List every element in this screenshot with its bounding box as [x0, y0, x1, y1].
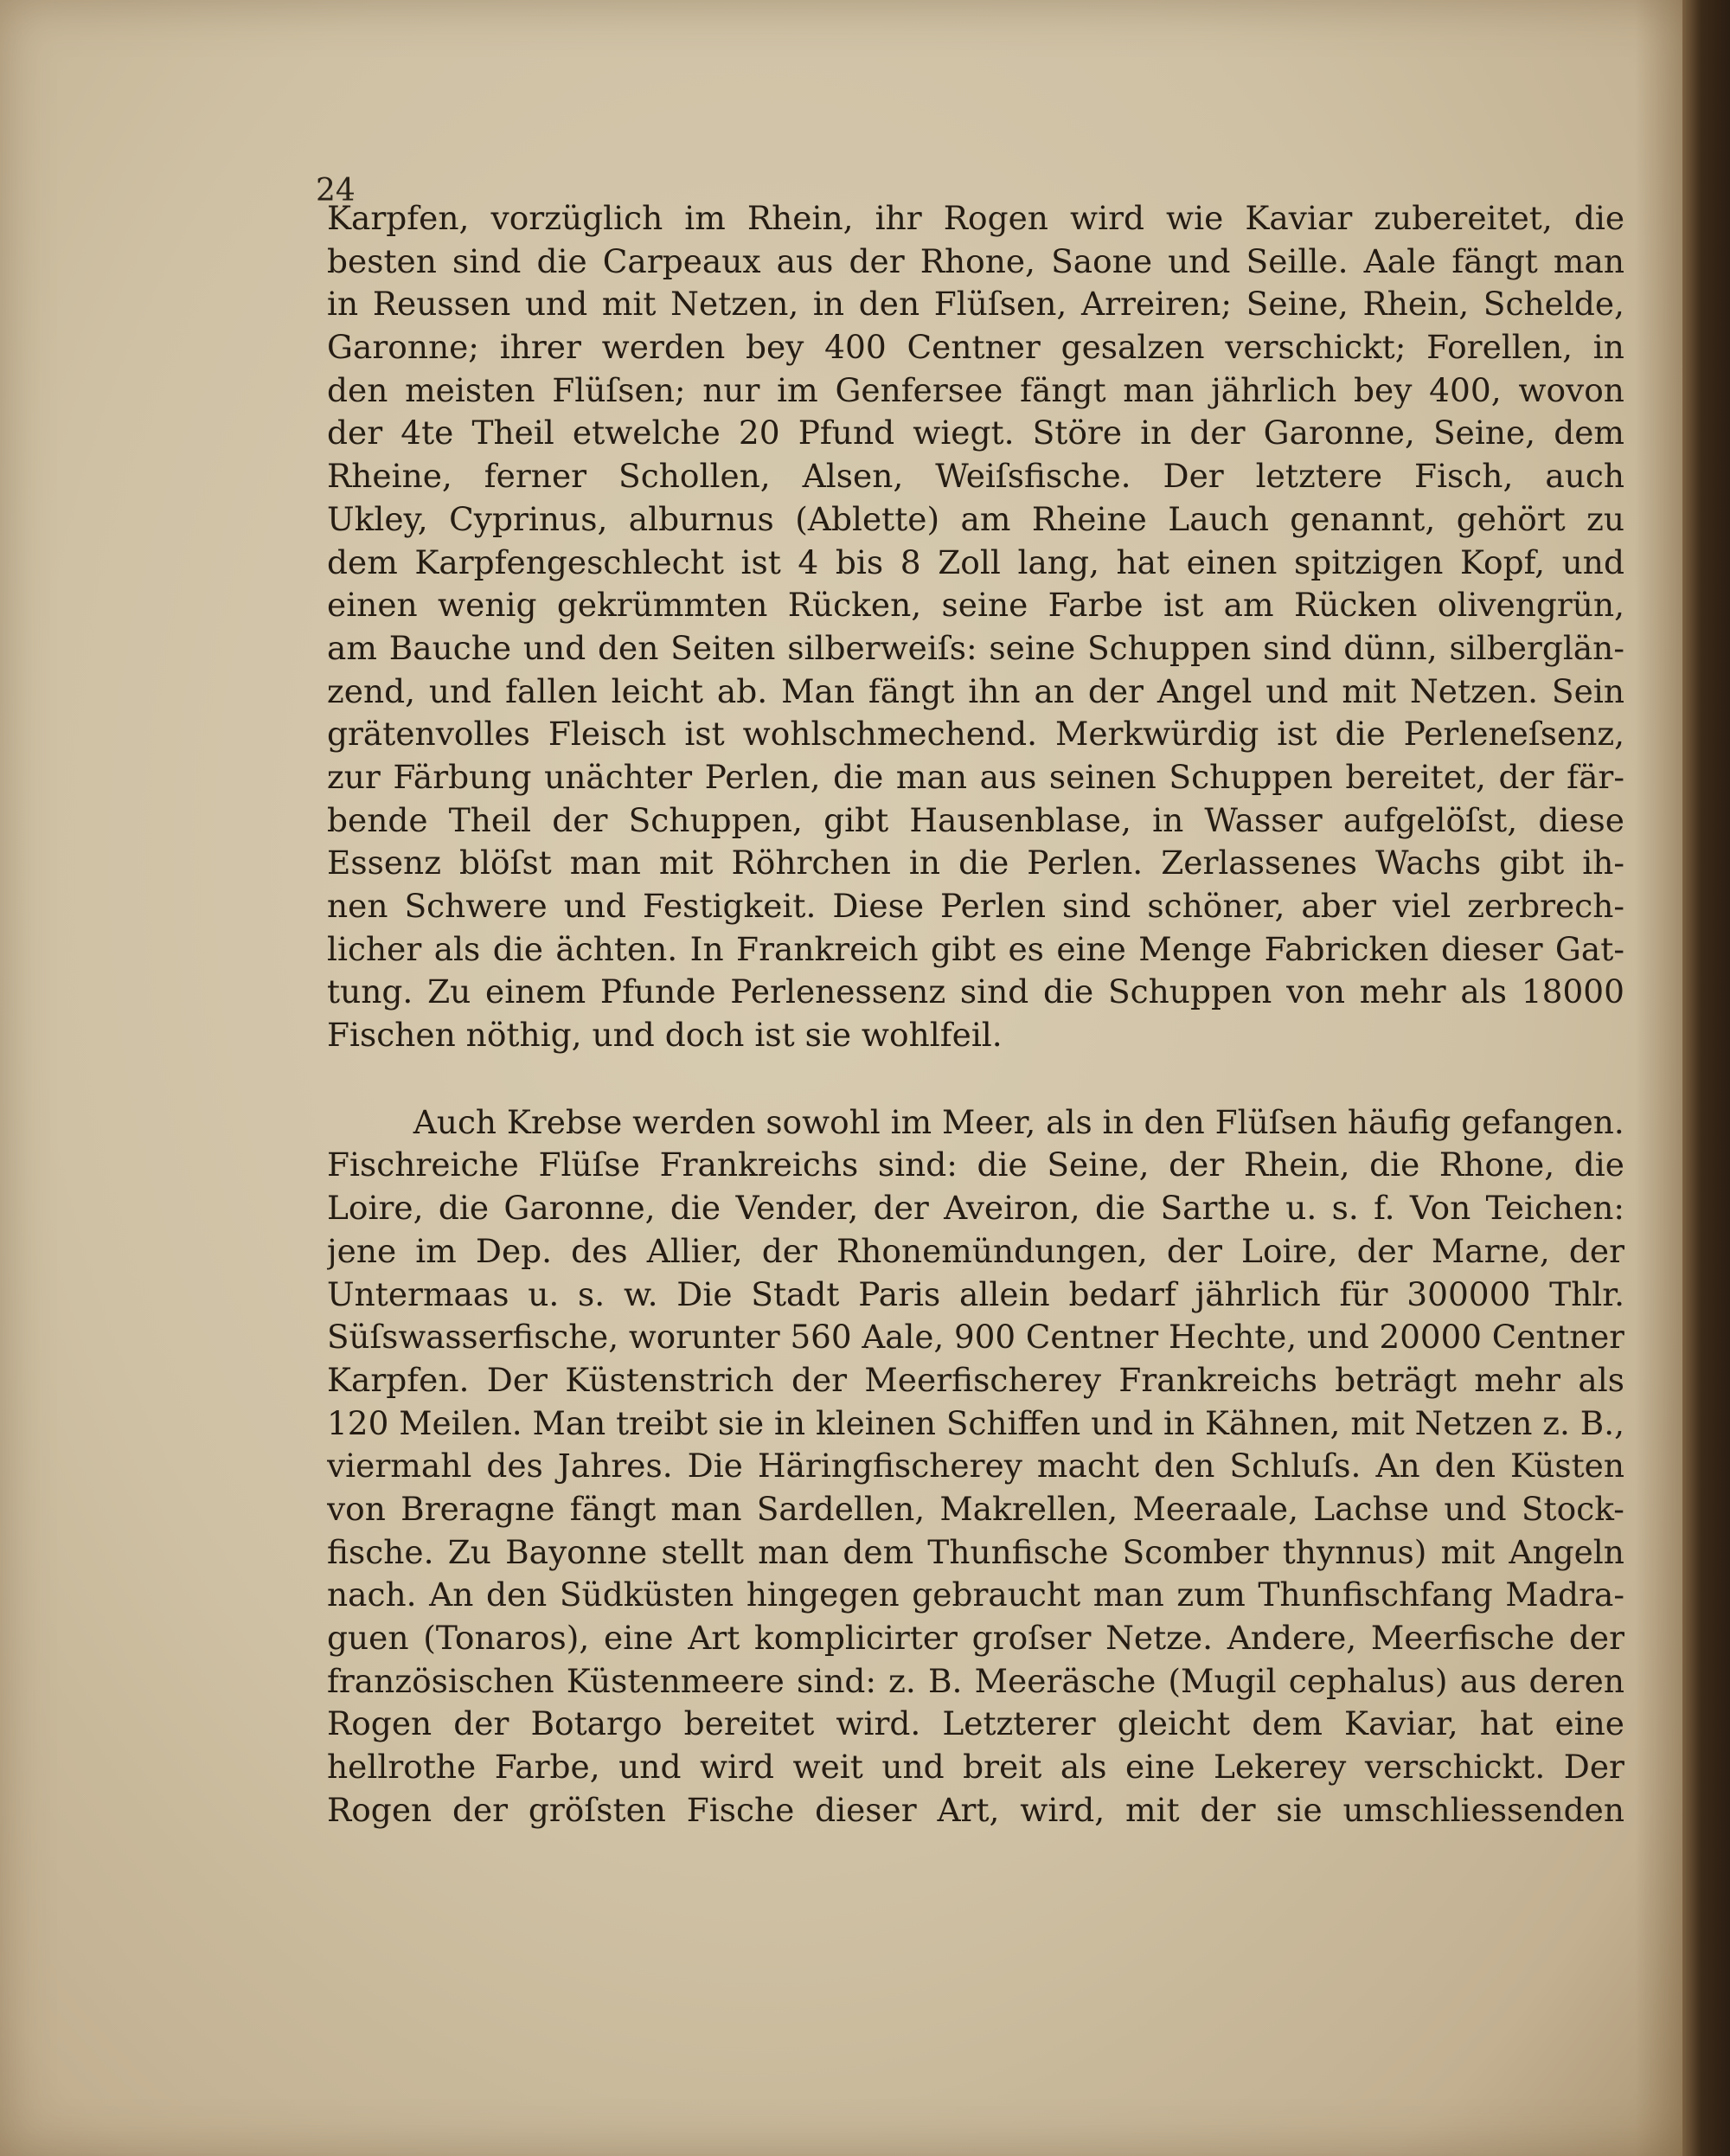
text-line: von Breragne fängt man Sardellen, Makrellen, Meeraale, Lachse und Stock-	[327, 1489, 1624, 1528]
text-line: Auch Krebse werden sowohl im Meer, als in den Flüſsen häufig gefangen.	[413, 1102, 1624, 1141]
text-line: hellrothe Farbe, und wird weit und breit als eine Lekerey verschickt. Der	[327, 1748, 1624, 1787]
text-line: nen Schwere und Festigkeit. Diese Perlen sind schöner, aber viel zerbrech-	[327, 887, 1624, 925]
paragraph-2	[327, 1101, 1624, 1832]
text-line: zur Färbung unächter Perlen, die man aus seinen Schuppen bereitet, der fär-	[327, 757, 1624, 796]
text-line: der 4te Theil etwelche 20 Pfund wiegt. Störe in der Garonne, Seine, dem	[327, 414, 1624, 452]
text-line: Essenz blöſst man mit Röhrchen in die Perlen. Zerlassenes Wachs gibt ih-	[327, 844, 1624, 882]
text-line: in Reussen und mit Netzen, in den Flüſsen, Arreiren; Seine, Rhein, Schelde,	[327, 285, 1624, 324]
text-line: tung. Zu einem Pfunde Perlenessenz sind die Schuppen von mehr als 18000	[327, 972, 1624, 1011]
text-line: einen wenig gekrümmten Rücken, seine Farbe ist am Rücken olivengrün,	[327, 586, 1624, 625]
text-line: Fischreiche Flüſse Frankreichs sind: die Seine, der Rhein, die Rhone, die	[327, 1145, 1624, 1184]
text-line: Rogen der gröſsten Fische dieser Art, wird, mit der sie umschliessenden	[327, 1790, 1624, 1829]
text-line: guen (Tonaros), eine Art komplicirter groſser Netze. Andere, Meerfische der	[327, 1619, 1624, 1657]
text-line: bende Theil der Schuppen, gibt Hausenblase, in Wasser aufgelöſst, diese	[327, 800, 1624, 839]
text-line: Ukley, Cyprinus, alburnus (Ablette) am Rheine Lauch genannt, gehört zu	[327, 499, 1624, 538]
body-text	[327, 197, 1624, 1832]
page-spine-shadow	[1635, 0, 1687, 2156]
text-line: licher als die ächten. In Frankreich gibt es eine Menge Fabricken dieser Gat-	[327, 929, 1624, 968]
text-line: Karpfen, vorzüglich im Rhein, ihr Rogen wird wie Kaviar zubereitet, die	[327, 199, 1624, 237]
text-line: am Bauche und den Seiten silberweiſs: seine Schuppen sind dünn, silberglän-	[327, 628, 1624, 667]
text-line: Loire, die Garonne, die Vender, der Aveiron, die Sarthe u. s. f. Von Teichen:	[327, 1189, 1624, 1228]
text-line: Fischen nöthig, und doch ist sie wohlfeil.	[327, 1016, 1003, 1055]
text-line: Süſswasserfische, worunter 560 Aale, 900 Centner Hechte, und 20000 Centner	[327, 1318, 1625, 1357]
text-line: Karpfen. Der Küstenstrich der Meerfischerey Frankreichs beträgt mehr als	[327, 1360, 1624, 1399]
text-line: Rheine, ferner Schollen, Alsen, Weiſsfische. Der letztere Fisch, auch	[327, 457, 1624, 496]
text-line: fische. Zu Bayonne stellt man dem Thunfische Scomber thynnus) mit Angeln	[327, 1532, 1624, 1571]
text-line: Garonne; ihrer werden bey 400 Centner gesalzen verschickt; Forellen, in	[327, 328, 1624, 367]
book-binding-edge	[1682, 0, 1730, 2156]
page-number: 24	[316, 173, 356, 209]
text-line: französischen Küstenmeere sind: z. B. Meeräsche (Mugil cephalus) aus deren	[327, 1661, 1624, 1700]
text-line: besten sind die Carpeaux aus der Rhone, Saone und Seille. Aale fängt man	[327, 241, 1624, 280]
text-line: nach. An den Südküsten hingegen gebraucht man zum Thunfischfang Madra-	[327, 1575, 1624, 1614]
text-line: jene im Dep. des Allier, der Rhonemündungen, der Loire, der Marne, der	[327, 1231, 1624, 1270]
text-line: Untermaas u. s. w. Die Stadt Paris allein bedarf jährlich für 300000 Thlr.	[327, 1274, 1624, 1313]
text-line: viermahl des Jahres. Die Häringfischerey macht den Schluſs. An den Küsten	[327, 1447, 1624, 1485]
text-line: dem Karpfengeschlecht ist 4 bis 8 Zoll lang, hat einen spitzigen Kopf, und	[327, 542, 1624, 581]
paragraph-1	[327, 197, 1624, 1057]
text-line: zend, und fallen leicht ab. Man fängt ihn an der Angel und mit Netzen. Sein	[327, 671, 1624, 710]
text-line: Rogen der Botargo bereitet wird. Letzterer gleicht dem Kaviar, hat eine	[327, 1704, 1624, 1743]
text-line: den meisten Flüſsen; nur im Genfersee fängt man jährlich bey 400, wovon	[327, 370, 1624, 409]
text-line: 120 Meilen. Man treibt sie in kleinen Schiffen und in Kähnen, mit Netzen z. B.,	[327, 1403, 1625, 1442]
text-line: grätenvolles Fleisch ist wohlschmechend. Merkwürdig ist die Perleneſsenz,	[327, 715, 1624, 754]
